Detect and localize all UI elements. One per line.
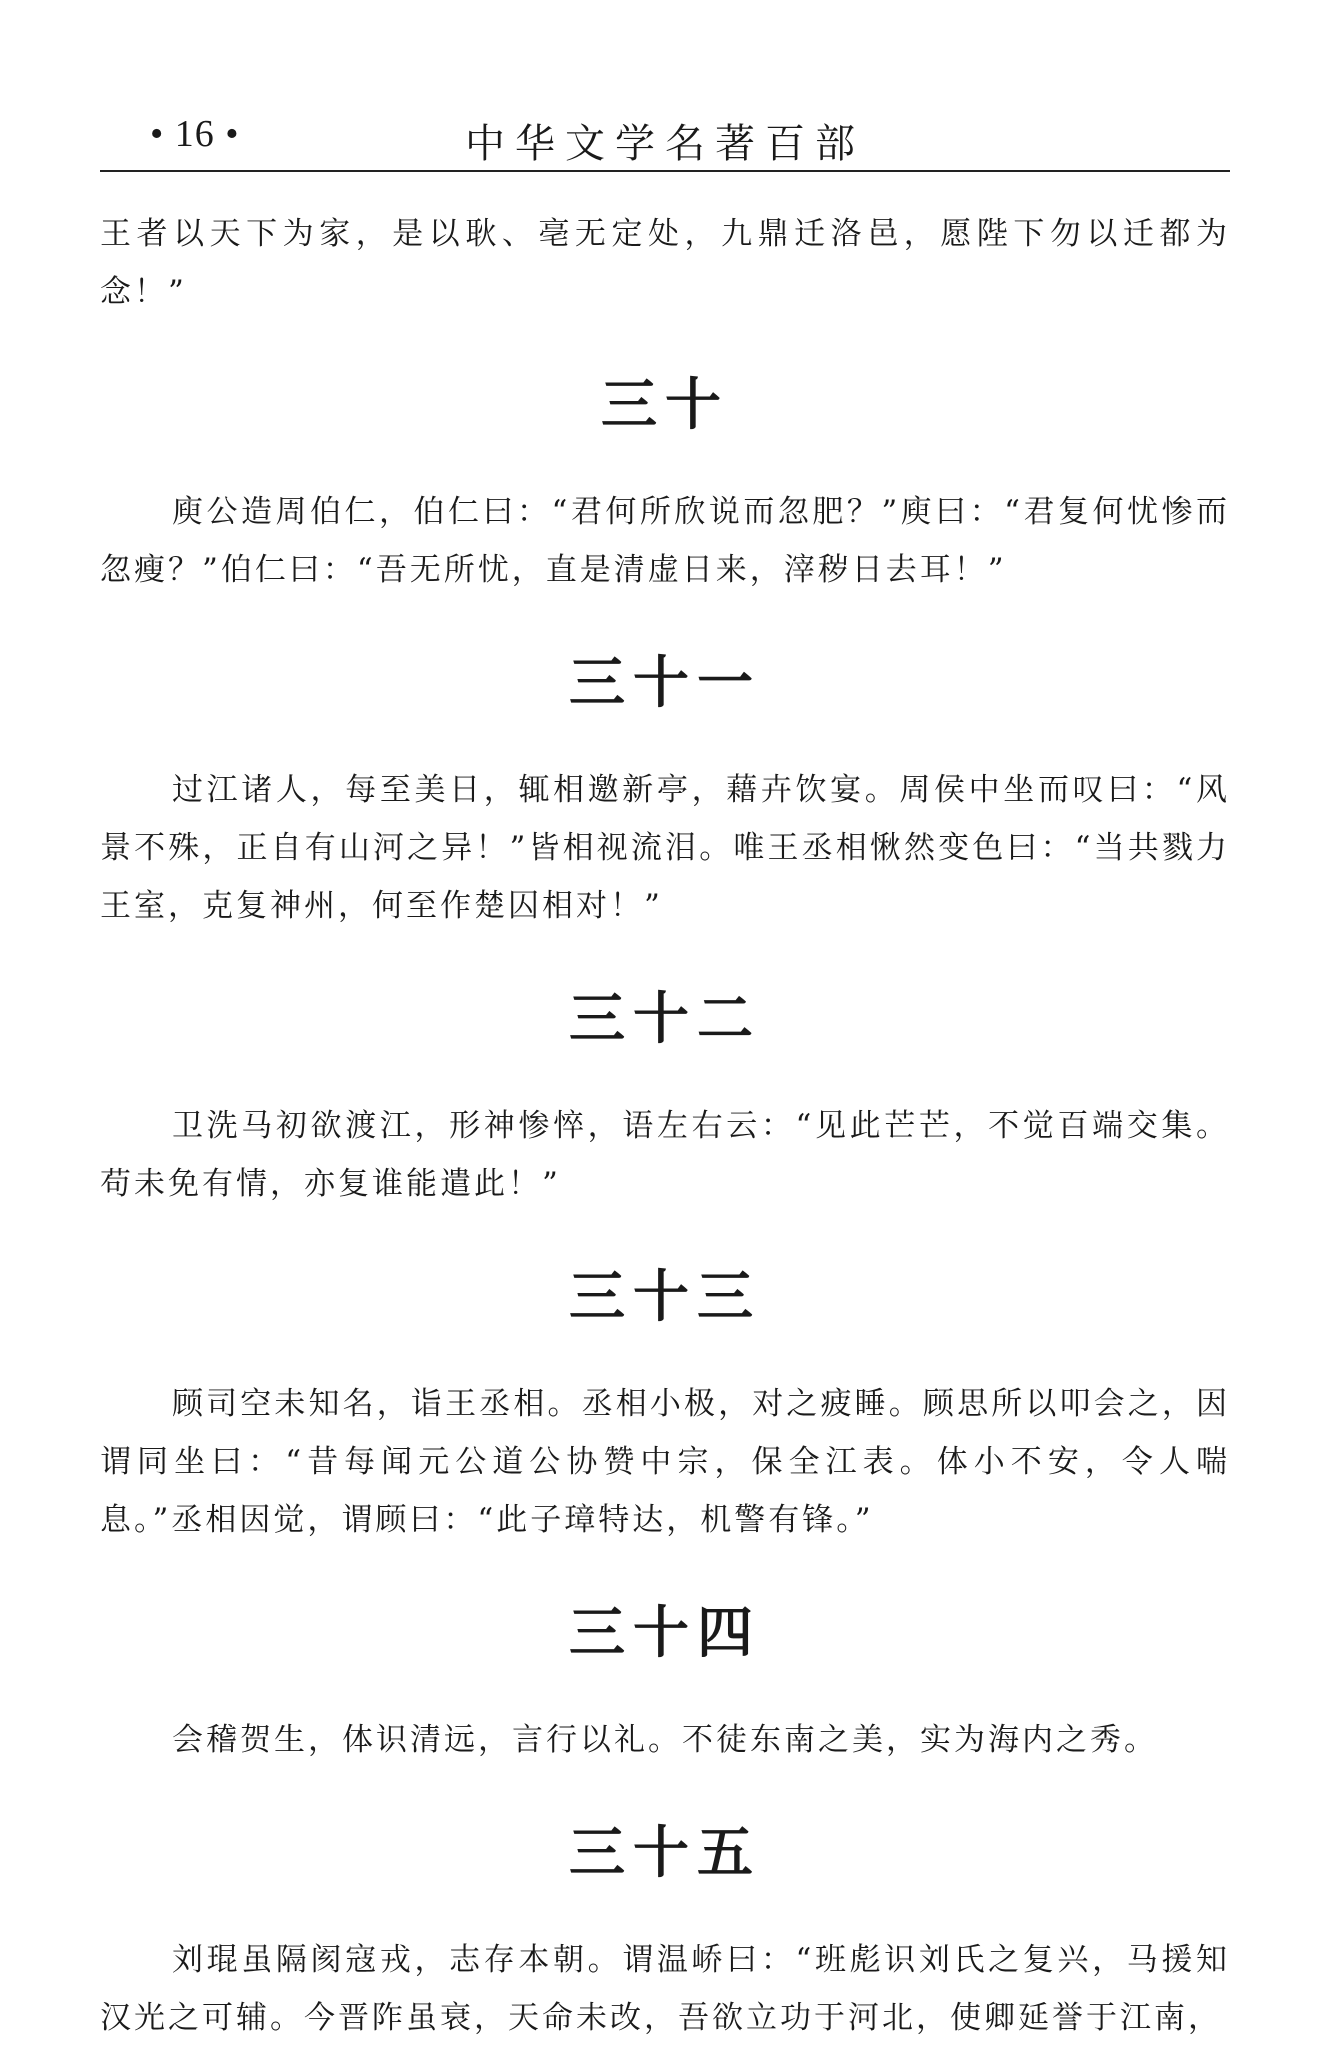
section-heading: 三十一 xyxy=(569,651,761,716)
section-spacer xyxy=(100,1329,1230,1375)
section-spacer xyxy=(100,1549,1230,1603)
body-paragraph: 顾司空未知名，诣王丞相。丞相小极，对之疲睡。顾思所以叩会之，因谓同坐曰：“昔每闻元公道公协赞中宗，保全江表。体小不安，令人喘息。”丞相因觉，谓顾曰：“此子璋特达，机警有锋。” xyxy=(100,1386,1230,1538)
section-spacer xyxy=(100,935,1230,989)
header-rule xyxy=(100,170,1230,172)
section-heading: 三十五 xyxy=(569,1821,761,1886)
body-paragraph: 刘琨虽隔阂寇戎，志存本朝。谓温峤曰：“班彪识刘氏之复兴，马援知汉光之可辅。今晋阼虽衰，天命未改，吾欲立功于河北，使卿延誉于江南， xyxy=(100,1942,1230,2036)
section-spacer xyxy=(100,1665,1230,1711)
section-spacer xyxy=(100,1769,1230,1823)
section-heading: 三十二 xyxy=(569,987,761,1052)
section-spacer xyxy=(100,715,1230,761)
page-body xyxy=(100,205,1230,2047)
running-header xyxy=(100,112,1230,167)
section-spacer xyxy=(100,321,1230,375)
book-title: 中华文学名著百部 xyxy=(465,121,865,167)
section-heading: 三十 xyxy=(601,373,729,438)
page-number: • 16 • xyxy=(150,113,240,155)
section-heading: 三十四 xyxy=(569,1601,761,1666)
body-paragraph: 王者以天下为家，是以耿、亳无定处，九鼎迁洛邑，愿陛下勿以迁都为念！” xyxy=(100,216,1230,310)
body-paragraph: 卫洗马初欲渡江，形神惨悴，语左右云：“见此芒芒，不觉百端交集。苟未免有情，亦复谁能遣此！” xyxy=(100,1108,1230,1202)
section-spacer xyxy=(100,599,1230,653)
body-paragraph: 庾公造周伯仁，伯仁曰：“君何所欣说而忽肥？”庾曰：“君复何忧惨而忽瘦？”伯仁曰：“吾无所忧，直是清虚日来，滓秽日去耳！” xyxy=(100,494,1230,588)
section-spacer xyxy=(100,437,1230,483)
body-paragraph: 过江诸人，每至美日，辄相邀新亭，藉卉饮宴。周侯中坐而叹曰：“风景不殊，正自有山河之异！”皆相视流泪。唯王丞相愀然变色曰：“当共戮力王室，克复神州，何至作楚囚相对！” xyxy=(100,772,1230,924)
section-spacer xyxy=(100,1051,1230,1097)
section-spacer xyxy=(100,1885,1230,1931)
body-paragraph: 会稽贺生，体识清远，言行以礼。不徒东南之美，实为海内之秀。 xyxy=(172,1722,1158,1758)
section-spacer xyxy=(100,1213,1230,1267)
section-heading: 三十三 xyxy=(569,1265,761,1330)
